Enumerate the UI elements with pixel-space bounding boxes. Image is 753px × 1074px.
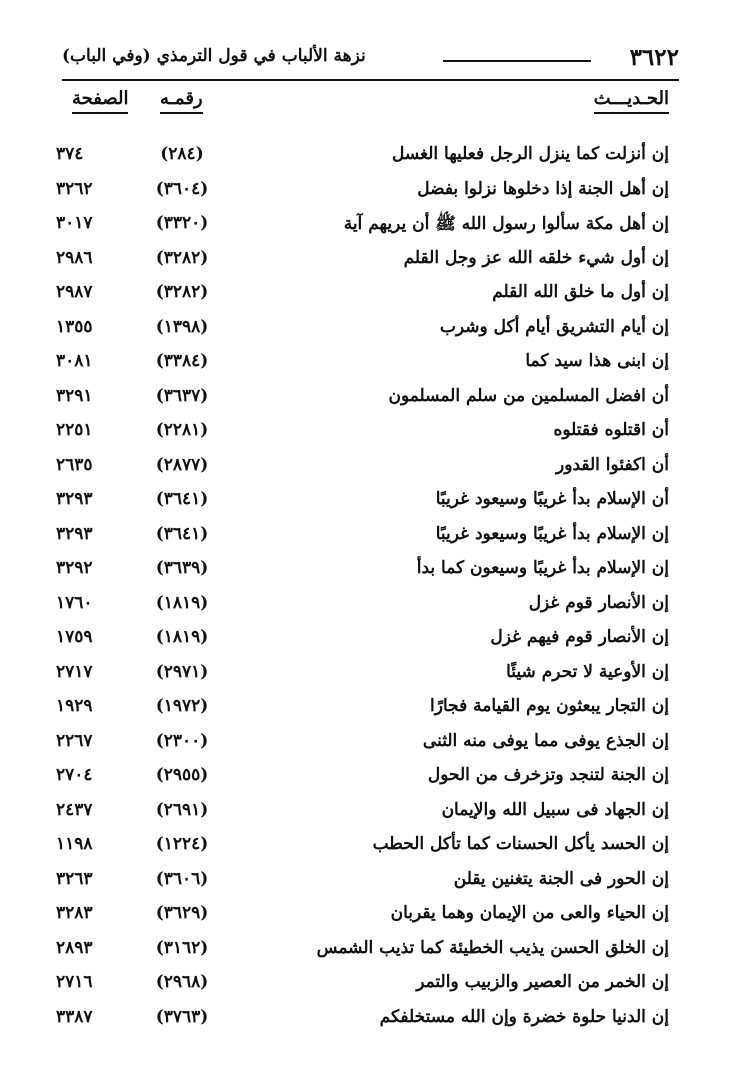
top-divider [62,79,679,81]
page-reference: ١٣٥٥ [56,316,93,337]
table-row [0,1007,753,1042]
hadith-text: إن الجذع يوفى مما يوفى منه الثنى [422,730,669,751]
page-reference: ٣٣٨٧ [56,1006,93,1027]
hadith-number: (٢٣٠٠) [155,730,209,751]
hadith-text: إن الإسلام بدأ غريبًا وسيعود غريبًا [435,523,669,544]
table-row [0,627,753,662]
page-reference: ٢٤٣٧ [56,799,93,820]
hadith-text: إن الأنصار قوم فيهم غزل [490,627,669,647]
table-row [0,489,753,524]
hadith-number: (١٢٢٤) [155,834,209,854]
table-row [0,524,753,559]
table-row [0,869,753,904]
page-reference: ٢٩٨٧ [56,282,93,302]
hadith-text: إن الإسلام بدأ غريبًا وسيعون كما بدأ [416,558,669,578]
page-reference: ٢٨٩٣ [56,937,93,958]
hadith-number: (١٨١٩) [155,627,209,647]
hadith-index-list [0,144,753,1041]
hadith-number: (٣١٦٢) [155,937,209,958]
hadith-text: إن أول ما خلق الله القلم [492,282,669,302]
table-row [0,317,753,352]
table-row [0,696,753,731]
page-reference: ٢٦٣٥ [56,454,93,475]
hadith-text: إن الدنيا حلوة خضرة وإن الله مستخلفكم [379,1006,669,1027]
hadith-number: (٢٨٤) [160,144,204,164]
hadith-number: (١٩٧٢) [155,696,209,716]
table-row [0,800,753,835]
hadith-text: أن افضل المسلمين من سلم المسلمون [388,385,669,406]
table-row [0,834,753,869]
hadith-text: إن أهل الجنة إذا دخلوها نزلوا بفضل [417,178,669,199]
page-number: ٣٦٢٢ [629,44,679,71]
hadith-number: (٢٩٦٨) [155,972,209,992]
page-reference: ٣٢٩١ [56,385,93,406]
table-row [0,662,753,697]
page-reference: ٢٧١٧ [56,661,93,682]
hadith-text: إن الجنة لتنجد وتزخرف من الحول [427,765,669,785]
hadith-number: (٣٦٣٩) [155,558,209,578]
hadith-number: (٢٩٥٥) [155,765,209,785]
hadith-number: (٣٧٦٣) [155,1006,209,1027]
page-reference: ٣٢٨٣ [56,903,93,923]
hadith-text: إن الخلق الحسن يذيب الخطيئة كما تذيب الشمس [316,937,669,958]
page-reference: ١٩٢٩ [56,696,93,716]
hadith-number: (٣٦٤١) [155,523,209,544]
table-row [0,179,753,214]
hadith-text: إن أول شيء خلقه الله عز وجل القلم [403,247,669,268]
hadith-text: إن ابنى هذا سيد كما [525,351,669,371]
hadith-text: إن الحياء والعى من الإيمان وهما يقربان [390,903,669,923]
hadith-number: (٣٦٣٧) [155,385,209,406]
page-reference: ١٧٥٩ [56,627,93,647]
page-reference: ٢٢٥١ [56,420,93,440]
page-reference: ٣٢٩٣ [56,489,93,509]
running-head [62,44,679,76]
hadith-text: إن الأوعية لا تحرم شيئًا [506,661,669,682]
page-reference: ٢٢٦٧ [56,730,93,751]
hadith-number: (١٨١٩) [155,592,209,613]
hadith-text: إن أيام التشريق أيام أكل وشرب [439,316,669,337]
hadith-text: إن الجهاد فى سبيل الله والإيمان [441,799,669,820]
hadith-text: إن الأنصار قوم غزل [528,592,669,613]
hadith-text: إن الحسد يأكل الحسنات كما تأكل الحطب [372,834,669,854]
table-row [0,213,753,248]
hadith-text: إن الخمر من العصير والزبيب والتمر [416,972,669,992]
hadith-text: أن اكفئوا القدور [556,454,669,475]
page-reference: ٢٧١٦ [56,972,93,992]
table-row [0,903,753,938]
hadith-text: أن اقتلوه فقتلوه [553,420,669,440]
table-row [0,593,753,628]
page-reference: ٣٢٩٢ [56,558,93,578]
table-row [0,558,753,593]
hadith-number: (٢٩٧١) [155,661,209,682]
hadith-number: (٣٣٢٠) [155,213,209,233]
page-reference: ٣٧٤ [56,144,84,164]
table-row [0,351,753,386]
hadith-text: إن أنزلت كما ينزل الرجل فعليها الغسل [391,144,669,164]
column-header-hadith: الحـديـــث [594,88,669,114]
table-row [0,972,753,1007]
hadith-number: (٣٢٨٢) [155,282,209,302]
page-reference: ٣٠١٧ [56,213,93,233]
table-row [0,420,753,455]
hadith-number: (٢٢٨١) [155,420,209,440]
table-row [0,386,753,421]
page-reference: ١٧٦٠ [56,592,93,613]
header-rule [443,60,591,62]
column-header-page: الصفحة [72,88,128,114]
page-reference: ٣٢٦٢ [56,178,93,199]
hadith-number: (٣٦٠٦) [155,868,209,889]
hadith-text: إن الحور فى الجنة يتغنين يقلن [453,868,669,889]
table-row [0,282,753,317]
hadith-number: (٣٦٤١) [155,489,209,509]
column-headers [0,88,753,122]
hadith-number: (٣٢٨٢) [155,247,209,268]
column-header-number: رقمـه [160,88,203,114]
page-reference: ٣٠٨١ [56,351,93,371]
page-reference: ٣٢٩٣ [56,523,93,544]
page-reference: ٢٧٠٤ [56,765,93,785]
book-title: نزهة الألباب في قول الترمذي (وفي الباب) [62,46,366,66]
hadith-text: إن التجار يبعثون يوم القيامة فجارًا [430,696,669,716]
hadith-number: (١٣٩٨) [155,316,209,337]
table-row [0,455,753,490]
page-reference: ١١٩٨ [56,834,93,854]
hadith-text: أن الإسلام بدأ غريبًا وسيعود غريبًا [435,489,669,509]
table-row [0,144,753,179]
table-row [0,938,753,973]
hadith-text: إن أهل مكة سألوا رسول الله ﷺ أن يريهم آية [343,214,669,234]
hadith-number: (٣٣٨٤) [155,351,209,371]
hadith-number: (٢٨٧٧) [155,454,209,475]
hadith-number: (٣٦٠٤) [155,178,209,199]
hadith-number: (٢٦٩١) [155,799,209,820]
page-reference: ٣٢٦٣ [56,868,93,889]
table-row [0,731,753,766]
table-row [0,765,753,800]
table-row [0,248,753,283]
page-reference: ٢٩٨٦ [56,247,93,268]
hadith-number: (٣٦٢٩) [155,903,209,923]
